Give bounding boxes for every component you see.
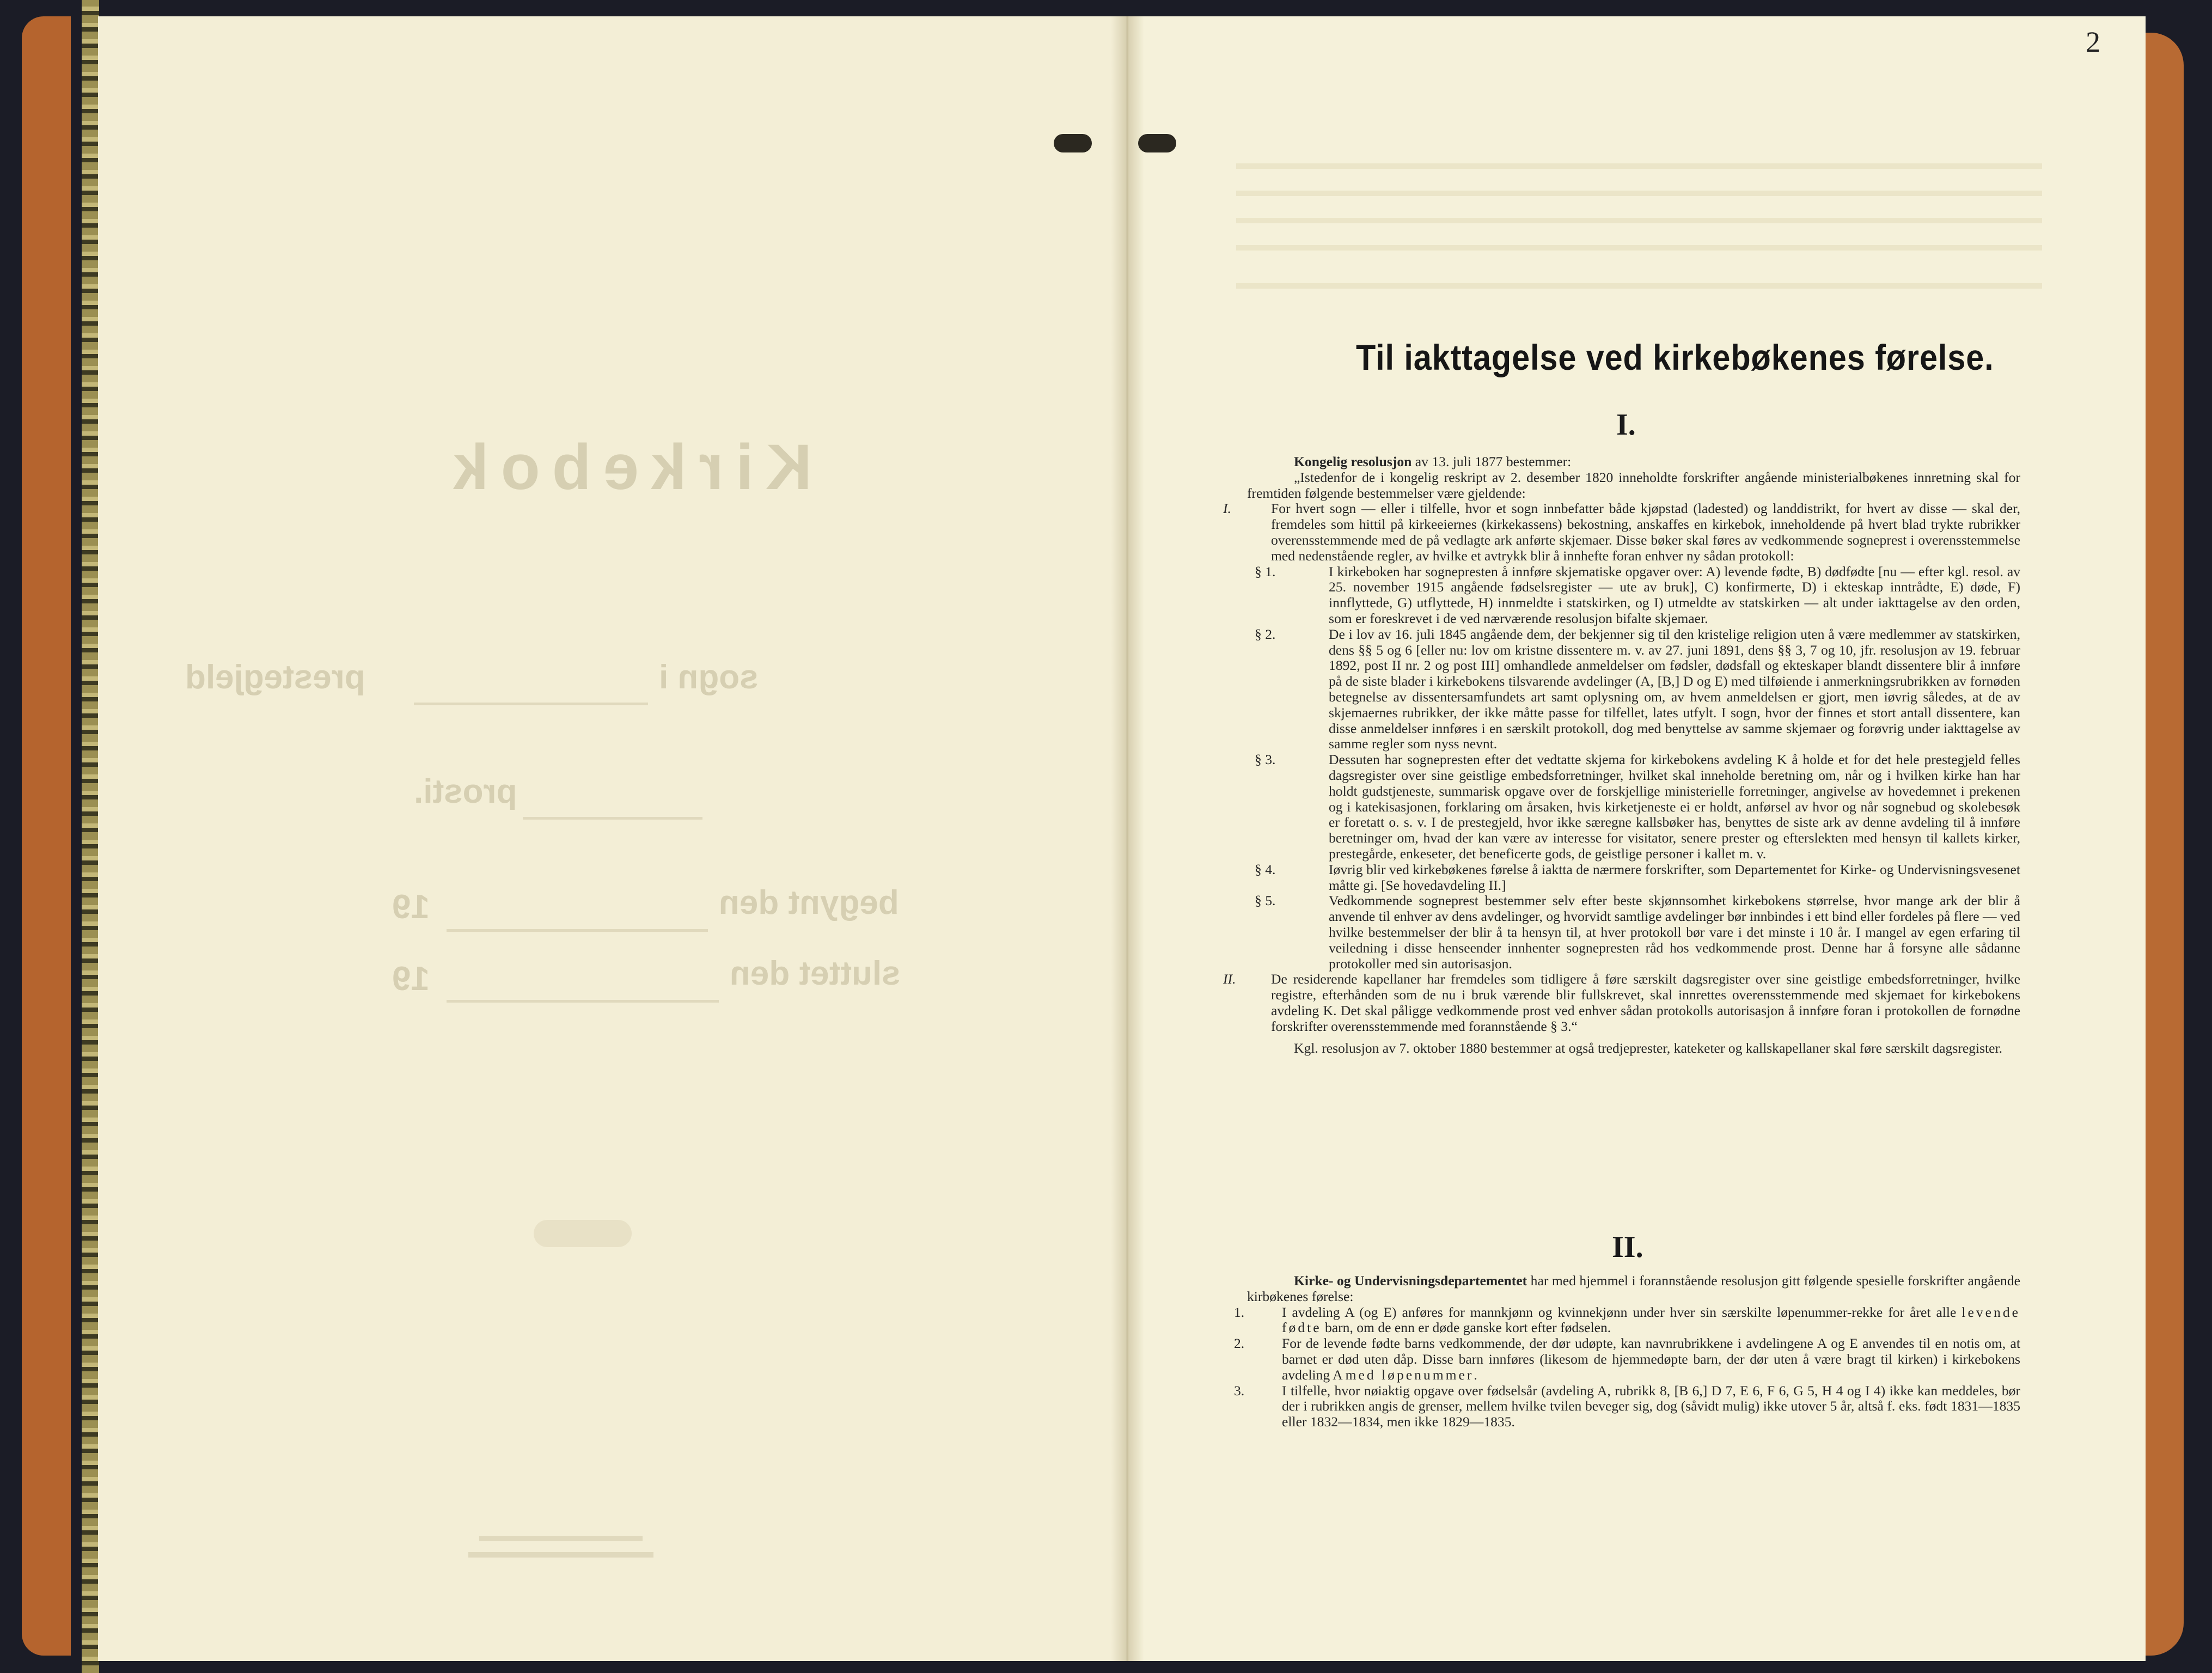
kgl-1880-paragraph: Kgl. resolusjon av 7. oktober 1880 bestemmer at også tredjeprester, kateketer og kallskapellaner skal føre særskilt dagsregister. xyxy=(1294,1040,2003,1057)
dept-rest: har med hjemmel i forannstående resolusjon gitt følgende spesielle forskrifter angående kirbøkenes førelse: xyxy=(1247,1273,2020,1304)
intro-lead: Kongelig resolusjon xyxy=(1294,454,1412,469)
paragraph-s4 xyxy=(1247,862,2020,894)
prestegjeld-label-ghost: prestegjeld xyxy=(185,658,365,696)
intro-paragraph xyxy=(1247,454,2020,470)
ghost-imprint xyxy=(479,1536,643,1541)
section-2-text xyxy=(1234,1273,2020,1430)
rule-marker: 1. xyxy=(1234,1304,1245,1320)
item-II xyxy=(1223,971,2020,1034)
bleed-through xyxy=(1236,245,2042,251)
section-text: Iøvrig blir ved kirkebøkenes førelse å iaktta de nærmere forskrifter, som Departementet for Kirke- og Undervisningsvesenet måtte gi. [Se hovedavdeling II.] xyxy=(1329,861,2020,893)
cover-title-ghost: Kirkebok xyxy=(441,431,812,503)
rule-text: I avdeling A (og E) anføres for mannkjønn og kvinnekjønn under hver sin særskilte løpenummer-rekke for året alle xyxy=(1282,1304,1962,1320)
bleed-through xyxy=(1236,163,2042,169)
page-number: 2 xyxy=(2086,26,2100,58)
book-gutter xyxy=(1111,16,1144,1661)
item-marker: II. xyxy=(1223,971,1236,987)
year-prefix-ghost: 19 xyxy=(392,888,430,926)
item-I xyxy=(1223,500,2020,564)
year-prefix-ghost: 19 xyxy=(392,960,430,998)
section-1-text xyxy=(1223,454,2020,1057)
ghost-rule xyxy=(414,703,648,705)
rule-text: barn, om de enn er døde ganske kort efter fødselen. xyxy=(1321,1320,1611,1336)
rule-marker: 2. xyxy=(1234,1335,1245,1352)
slutt-label-ghost: sluttet den xyxy=(730,955,901,992)
paragraph-s2 xyxy=(1247,627,2020,752)
section-numeral-2: II. xyxy=(1612,1230,1643,1264)
rule-marker: 3. xyxy=(1234,1382,1245,1399)
paragraph-s5 xyxy=(1247,893,2020,972)
staple-hole xyxy=(1054,134,1092,152)
sogn-label-ghost: sogn i xyxy=(659,658,759,696)
section-marker: § 4. xyxy=(1255,861,1276,877)
bleed-through xyxy=(1236,218,2042,223)
cover-edge-left xyxy=(22,16,71,1656)
section-marker: § 2. xyxy=(1255,626,1276,642)
section-marker: § 1. xyxy=(1255,563,1276,579)
ghost-printer-mark xyxy=(534,1220,632,1247)
paragraph-s3 xyxy=(1247,752,2020,862)
item-text: De residerende kapellaner har fremdeles som tidligere å føre særskilt dagsregister over sine geistlige embedsforretninger, hvilke registre, efterhånden som de nu i bruk værende blir fullskrevet, skal innrettes overensstemmende med skjemaet for kirkebokens avdeling K. Det skal påligge vedkommende prost ved enhver sådan protokolls autorisasjon å innføre foran i protokollen de fornødne forskrifter overensstemmende med forannstående § 3.“ xyxy=(1271,971,2020,1034)
section-text: I kirkeboken har sognepresten å innføre skjematiske opgaver over: A) levende fødte, B) dødfødte [nu — efter kgl. resol. av 25. november 1915 angående fødselsregister — ute av bruk], C) konfirmerte, D) i ekteskap inntrådte, E) døde, F) innflyttede, G) utflyttede, H) innmeldte i statskirken, og I) utmeldte av statskirken — alt under iakttagelse av den orden, som er foreskrevet i de ved nærværende resolusjon bifalte skjemaer. xyxy=(1329,563,2020,626)
bleed-through xyxy=(1236,283,2042,289)
rule-text: . xyxy=(1474,1366,1477,1383)
begynt-label-ghost: begynt den xyxy=(719,884,899,921)
staple-hole xyxy=(1138,134,1176,152)
bleed-through xyxy=(1236,191,2042,196)
rule-emphasis: med løpenummer xyxy=(1345,1366,1474,1383)
ghost-rule xyxy=(447,929,708,932)
intro-rest: av 13. juli 1877 bestemmer: xyxy=(1411,454,1572,469)
prosti-label-ghost: prosti. xyxy=(414,773,517,810)
rule-text: For de levende fødte barns vedkommende, der dør udøpte, kan navnrubrikkene i avdelingene A og E anvendes til en notis om, at barnet er død uten dåp. Disse barn innføres (likesom de hjemmedøpte barn, der dør uten å være bragt til kirken) i kirkebokens avdeling A xyxy=(1282,1335,2020,1383)
ghost-rule xyxy=(447,1000,719,1003)
rule-text: I tilfelle, hvor nøiaktig opgave over fødselsår (avdeling A, rubrikk 8, [B 6,] D 7, E 6, F 6, G 5, H 4 og I 4) ikke kan meddeles, bør der i rubrikken angis de grenser, mellem hvilke tvilen beveger sig, dog (såvidt mulig) ikke utover 5 år, altså f. eks. født 1831—1835 eller 1832—1834, men ikke 1829—1835. xyxy=(1282,1382,2020,1430)
item-marker: I. xyxy=(1223,500,1231,517)
rule-1 xyxy=(1234,1304,2020,1336)
document-heading: Til iakttagelse ved kirkebøkenes førelse. xyxy=(1356,337,1994,377)
section-marker: § 5. xyxy=(1255,893,1276,909)
left-page xyxy=(98,16,1125,1661)
paragraph-s1 xyxy=(1247,564,2020,627)
ghost-rule xyxy=(523,817,702,820)
rule-3 xyxy=(1234,1382,2020,1430)
quote-open: „Istedenfor de i kongelig reskript av 2. desember 1820 inneholdte forskrifter angående ministerialbøkenes innretning skal for fremtiden følgende bestemmelser være gjeldende: xyxy=(1247,469,2020,501)
dept-paragraph xyxy=(1247,1273,2020,1305)
dept-lead: Kirke- og Undervisningsdepartementet xyxy=(1294,1273,1527,1289)
section-text: Vedkommende sogneprest bestemmer selv efter beste skjønnsomhet kirkebokens størrelse, hvor mange ark der blir å anvende til enhver av dens avdelinger, og hvorvidt samtlige avdelinger bør innbindes i ett bind eller fordeles på flere — ved hvilke bestemmelser der blir å ta hensyn til, at hver protokoll bør vare i det minste i 10 år. I mangel av egen erfaring til veiledning i disse henseender innhenter sognepresten råd hos vedkommende prost. Denne har å forsyne alle sådanne protokoller med sin autorisasjon. xyxy=(1329,893,2020,972)
section-marker: § 3. xyxy=(1255,752,1276,768)
ghost-imprint xyxy=(468,1552,653,1558)
item-text: For hvert sogn — eller i tilfelle, hvor et sogn innbefatter både kjøpstad (ladested) og landdistrikt, for hvert av disse — skal der, fremdeles som hittil på kirkeeiernes (kirkekassens) bekostning, anskaffes en kirkebok, inneholdende på hvert blad trykte rubrikker overensstemmende med de på vedlagte ark anførte skjemaer. Disse bøker skal føres av vedkommende sogneprest i overensstemmelse med nedenstående regler, av hvilke et avtrykk blir å innhefte foran enhver ny sådan protokoll: xyxy=(1271,500,2020,564)
section-text: De i lov av 16. juli 1845 angående dem, der bekjenner sig til den kristelige religion uten å være medlemmer av statskirken, dens §§ 5 og 6 [eller nu: lov om kristne dissentere m. v. av 27. juni 1891, dens §§ 3, 7 og 10, jfr. resolusjon av 19. februar 1892, post II nr. 2 og post III] omhandlede anmeldelser om fødsler, dødsfall og ekteskaper blandt dissentere blir å innføre på de siste blader i kirkebokens tilsvarende avdelinger (A, [B,] D og E) med tilføiende i anmerkningsrubrikken av fornøden betegnelse av dissentersamfundets art samt oplysning om, av hvem anmeldelsen er gjort, men iøvrig således, at de av skjemaernes rubrikker, der ikke måtte passe for tilfellet, lates utfylt. I sogn, hvor der finnes et stort antall dissentere, kan disse anmeldelser innføres i en særskilt protokoll, dog med benyttelse av samme skjemaer og forøvrig under iakttagelse av samme regler som nyss nevnt. xyxy=(1329,626,2020,752)
section-text: Dessuten har sognepresten efter det vedtatte skjema for kirkebokens avdeling K å holde et for det hele prestegjeld felles dagsregister over sine geistlige embedsforretninger, hvilket skal inneholde beretning om, når og i hvilken kirke han har holdt gudstjeneste, summarisk opgave over de forskjellige ministerielle forretninger, angivelse av hovedemnet i prekenen og i katekisasjonen, forklaring om årsaken, hvis kirketjeneste ei er holdt, anførsel av hvor og når sognebud og skolebesøk er foretatt o. s. v. I de prestegjeld, hvor ikke særegne kallsbøker has, benyttes de siste ark av denne avdeling til å innføre beretninger om, hvad der kan være av interesse for visitator, senere prester og efterslekten med hensyn til kallets kirker, prestegårde, enkeseter, det beneficerte gods, de geistlige personer i kallet m. v. xyxy=(1329,752,2020,862)
rule-emphasis: levende fødte xyxy=(1282,1304,2020,1336)
binding-strip xyxy=(82,0,99,1673)
section-numeral-1: I. xyxy=(1616,408,1636,442)
rule-2 xyxy=(1234,1335,2020,1383)
